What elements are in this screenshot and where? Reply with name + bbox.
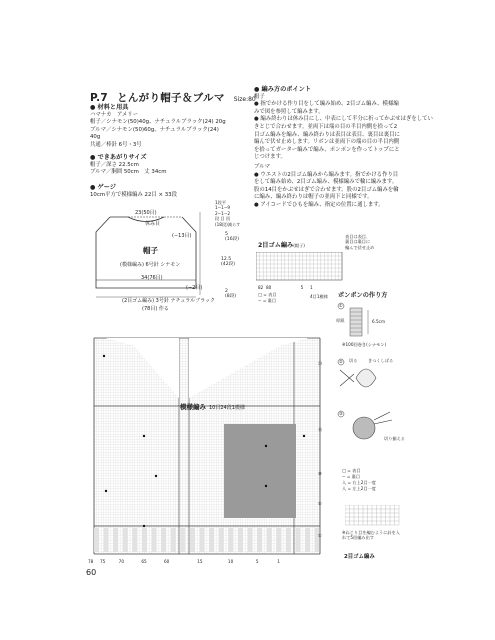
- rib-col: 1: [309, 285, 313, 290]
- rib-bind-off-note: [345, 234, 374, 250]
- materials-heading: ● 材料と用具: [90, 104, 129, 111]
- hat-line: ● 編み終わりは休み目にし、中表にして半分に折ってかぶせはぎをしてい: [254, 116, 433, 123]
- legend2-note: ※ねじり目を編むように針を入れて5回編み出す: [342, 530, 400, 540]
- row-marker: ①: [318, 533, 322, 538]
- row-marker: ⑤: [318, 501, 322, 506]
- pompom-n1: ①: [339, 303, 343, 308]
- hat-pattern-label: (模様編み) 6号針 シナモン: [120, 262, 181, 268]
- big-chart-note: 10目24段1模様: [209, 405, 245, 411]
- hat-line: じつけます。: [254, 154, 286, 161]
- big-chart-label-text: 模様編み: [180, 403, 206, 411]
- legend2: [342, 468, 376, 492]
- pompom-cardboard: 厚紙: [336, 318, 345, 323]
- gauge-section: [90, 184, 177, 199]
- hat-line: 編んで伏せ止めします。リボンは並両下の端の目の半目内側: [254, 139, 400, 146]
- hat-label: 帽子: [254, 93, 265, 100]
- col-label: 60: [163, 559, 170, 564]
- materials-section: [90, 104, 226, 150]
- pompom-size: 6.5cm: [372, 319, 386, 324]
- hat-line: みで図を参照して編みます。: [254, 108, 324, 115]
- legend2-item: □ = 表目: [342, 468, 361, 473]
- materials-line: 40g: [90, 134, 101, 141]
- bottom-rib-label: 2目ゴム編み: [344, 554, 375, 560]
- hat-h1: [225, 232, 239, 242]
- hat-rest-label: 休み目: [145, 221, 161, 227]
- bind-off-line: 表目は表目、: [345, 234, 371, 239]
- pompom-n3: ③: [339, 411, 343, 416]
- pompom-trim: 切り揃える: [384, 436, 405, 441]
- pompom-note: ※100回巻き(シナモン): [342, 342, 387, 347]
- hat-rows-note: [215, 200, 240, 227]
- pompom-tie: きつくしばる: [368, 358, 394, 363]
- bloomers-line: をして編み始め、2目ゴム編み、模様編みで輪に編みます。: [254, 179, 398, 186]
- row-marker: ⑳: [318, 361, 323, 366]
- bind-off-line: 裏目は裏目に: [345, 239, 371, 245]
- finished-size-heading: ● できあがりサイズ: [90, 154, 147, 161]
- rib-title-text: 2目ゴム編み: [258, 242, 294, 249]
- finished-size-line: ブルマ／胴囲 50cm 丈 34cm: [90, 169, 167, 176]
- pompom-cut: 切る: [349, 358, 358, 363]
- rib-legend-item: □ = 表目: [258, 292, 277, 297]
- rib-col: 80: [266, 285, 272, 290]
- rib-legend-item: − = 裏目: [258, 297, 277, 303]
- h1-rows: (16段): [225, 237, 240, 242]
- page-title: とんがり帽子＆ブルマ: [117, 92, 225, 104]
- col-label: 78: [88, 559, 94, 564]
- rib-chart-grid: [256, 252, 344, 286]
- rib-legend: [258, 292, 277, 303]
- rows-note-line: 2−1−2: [215, 210, 231, 216]
- materials-line: ブルマ／シナモン(50)60g、ナチュラルブラック(24): [90, 126, 219, 133]
- col-label: 10: [227, 559, 234, 564]
- legend2-item: 人 = 左上2目一度: [342, 486, 376, 491]
- hat-line: 目ゴム編みを編み、編み終わりは表目は表目、裏目は裏目に: [254, 131, 400, 138]
- hat-h3: [225, 289, 236, 299]
- col-label: 75: [100, 559, 106, 564]
- h3-rows: (8段): [225, 294, 237, 299]
- hat-line: きとじで合わせます。並両下は端の目の半目内側を拾って2: [254, 123, 398, 130]
- col-label: 70: [118, 559, 124, 564]
- pompom-n2: ②: [339, 359, 343, 364]
- page-number: 60: [86, 568, 97, 577]
- bloomers-line: ● アイコードでひもを編み、指定の位置に通します。: [254, 201, 384, 208]
- rib-repeat: 4目1模様: [310, 294, 328, 299]
- rib-col: 82: [258, 285, 264, 290]
- col-label: 15: [197, 559, 203, 564]
- legend2-grid: [345, 505, 401, 527]
- gauge-heading: ● ゲージ: [90, 184, 116, 191]
- page-header: [90, 86, 256, 105]
- hat-rib-label: (2目ゴム編み) 3号針 ナチュラルブラック: [122, 298, 216, 304]
- pattern-chart: [84, 316, 340, 566]
- legend2-item: − = 裏目: [342, 474, 361, 479]
- hat-line: ● 指でかける作り目をして編み始め、2目ゴム編み、模様編: [254, 101, 399, 108]
- col-label: 5: [255, 559, 259, 564]
- rows-note-line: 1段平: [215, 200, 227, 205]
- materials-line: 帽子／シナモン(50)40g、ナチュラルブラック(24) 20g: [90, 119, 226, 126]
- size-label: Size:80: [233, 96, 256, 103]
- rows-note-line: 1−1−9: [215, 205, 231, 211]
- hat-bottom-width: (78目) 作る: [142, 306, 169, 312]
- rib-chart-title: [258, 240, 305, 249]
- bloomers-line: 股の14目をかぶせはぎで合わせます。股の2目ゴム編みを輪: [254, 186, 399, 193]
- rib-col-labels: [258, 284, 313, 292]
- materials-line: 共通／棒針 6号・3号: [90, 141, 142, 148]
- rows-note-line: 段 目 回: [215, 216, 231, 222]
- row-marker: ⑩: [318, 471, 322, 476]
- h2-value: 12.5: [221, 257, 232, 262]
- finished-size-section: [90, 154, 167, 177]
- hat-line: を拾ってガーター編みで編み、ポンポンを作ってトップにと: [254, 146, 400, 153]
- big-chart-label: [180, 402, 245, 411]
- hat-top-width: 23(50目): [135, 210, 157, 216]
- big-chart-cols: [88, 558, 280, 566]
- hat-minus2: (−2目): [186, 285, 203, 291]
- hat-dec-label: (−13目): [172, 233, 192, 239]
- h2-rows: (42段): [221, 262, 236, 267]
- points-heading: ● 編み方のポイント: [254, 86, 312, 93]
- hat-name: 帽子: [143, 246, 158, 255]
- rows-note-line: (18段)減らす: [215, 221, 241, 227]
- bloomers-line: ● ウエストの2目ゴム編みから編みます。指でかける作り目: [254, 171, 399, 178]
- bloomers-line: に編み、編み終わりは帽子の並両下と同様です。: [254, 194, 373, 201]
- h1-value: 5: [225, 232, 228, 237]
- gauge-line: 10cm平方で模様編み 22目 × 33段: [90, 191, 177, 198]
- hat-middle-width: 34(76目): [141, 275, 163, 281]
- rib-col: 5: [300, 285, 304, 290]
- bloomers-label: ブルマ: [254, 163, 270, 170]
- points-section: [254, 86, 433, 210]
- materials-line: ハマナカ アメリー: [90, 111, 139, 118]
- col-label: 65: [141, 559, 147, 564]
- pompom-title: ポンポンの作り方: [338, 292, 388, 299]
- finished-size-line: 帽子／深さ 22.5cm: [90, 161, 139, 168]
- page-ref: P.7: [90, 92, 108, 104]
- legend2-item: 入 = 右上2目一度: [342, 480, 376, 485]
- rib-title-note: (帽子): [293, 243, 305, 248]
- bind-off-line: 編んで伏せ止め: [345, 244, 375, 250]
- row-marker: ⑮: [318, 427, 323, 432]
- hat-h2: [221, 257, 235, 267]
- col-label: 1: [277, 559, 280, 564]
- h3-value: 2: [225, 289, 228, 294]
